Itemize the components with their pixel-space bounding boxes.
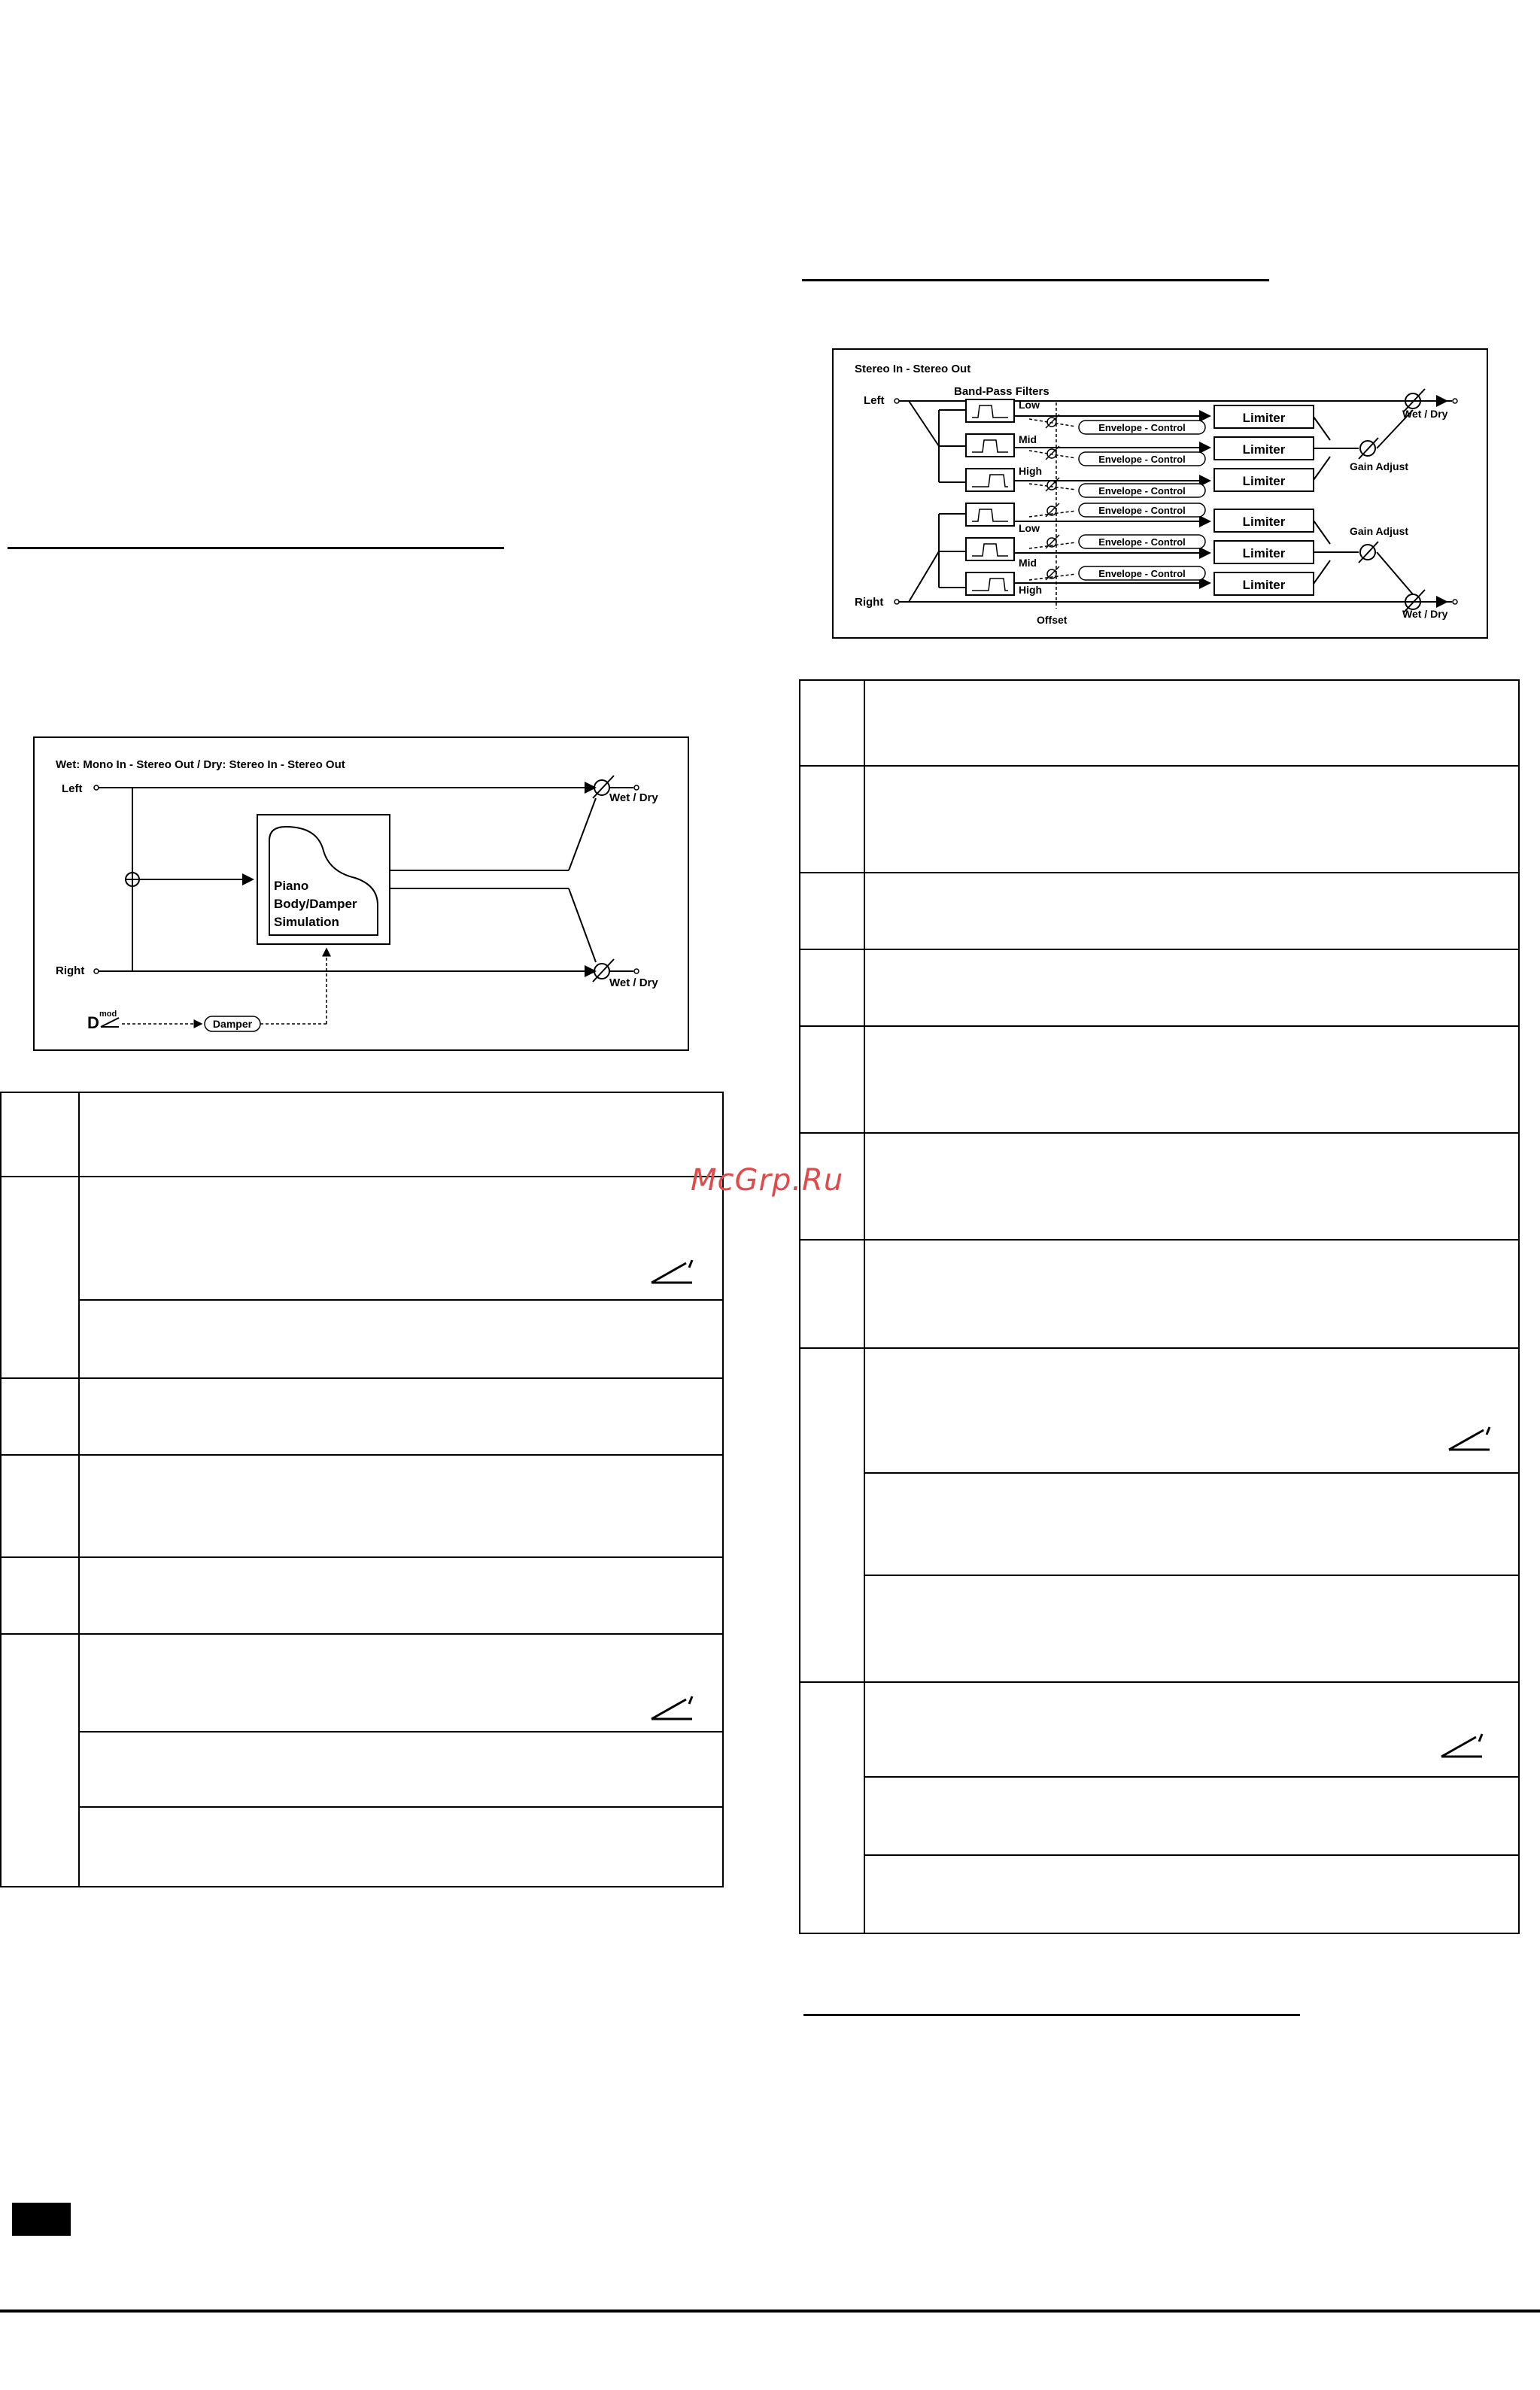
piano-diagram-svg [35, 738, 688, 1049]
band-low-top: Low [1019, 399, 1040, 411]
band-high-top: High [1019, 465, 1043, 477]
limiter-diagram-svg [834, 350, 1487, 637]
envelope-control-5 [1079, 535, 1205, 548]
right-table-column-divider [864, 681, 865, 1933]
right-table-row-divider [800, 1132, 1518, 1134]
bandpass-filter-low-bottom [966, 503, 1014, 526]
envelope-control-3 [1079, 484, 1205, 497]
dmod-d: D [87, 1013, 99, 1032]
limiter-wet-dry-top: Wet / Dry [1402, 408, 1448, 420]
left-table-row-divider [2, 1377, 722, 1379]
right-table-row-divider [800, 1347, 1518, 1349]
svg-text:Envelope - Control: Envelope - Control [1098, 485, 1186, 497]
limiter-block-5 [1214, 541, 1314, 563]
watermark-text: McGrp.Ru [691, 1163, 844, 1198]
right-table-row-divider [800, 1681, 1518, 1683]
svg-text:Damper: Damper [212, 1018, 253, 1030]
svg-text:Envelope - Control: Envelope - Control [1098, 568, 1186, 579]
svg-text:Limiter: Limiter [1242, 546, 1286, 560]
right-table-row-divider [800, 872, 1518, 873]
bandpass-filter-mid-top [966, 434, 1014, 457]
right-table-row-divider [800, 1239, 1518, 1241]
left-table-column-divider [78, 1093, 80, 1886]
svg-text:Envelope - Control: Envelope - Control [1098, 422, 1186, 433]
section-rule-left [8, 547, 504, 549]
envelope-control-4 [1079, 503, 1205, 517]
piano-left-label: Left [62, 782, 83, 795]
limiter-block-3 [1214, 469, 1314, 491]
right-table-subrow-divider [864, 1776, 1518, 1778]
envelope-control-1 [1079, 421, 1205, 434]
right-table-subrow-divider [864, 1472, 1518, 1474]
svg-text:Envelope - Control: Envelope - Control [1098, 536, 1186, 548]
piano-simulation-block [257, 815, 390, 944]
right-table-subrow-divider [864, 1575, 1518, 1576]
piano-block-line2: Body/Damper [274, 897, 357, 911]
gain-adjust-bottom-knob [1359, 542, 1378, 563]
left-parameter-table [0, 1092, 724, 1887]
right-table-row-divider [800, 765, 1518, 767]
limiter-right-label: Right [855, 596, 884, 609]
left-table-row-divider [2, 1556, 722, 1558]
right-table-row-divider [800, 949, 1518, 950]
band-mid-top: Mid [1019, 433, 1037, 445]
limiter-block-4 [1214, 509, 1314, 532]
page-tab-marker [12, 2203, 71, 2236]
band-high-bottom: High [1019, 584, 1043, 596]
limiter-wet-dry-bottom: Wet / Dry [1402, 608, 1448, 620]
gain-adjust-top-knob [1359, 438, 1378, 459]
dmod-icon [101, 1018, 119, 1027]
damper-control [205, 1016, 260, 1031]
band-mid-bottom: Mid [1019, 557, 1037, 569]
svg-text:Limiter: Limiter [1242, 474, 1286, 488]
limiter-block-6 [1214, 572, 1314, 595]
left-table-subrow-divider [78, 1731, 722, 1733]
piano-right-label: Right [56, 964, 85, 977]
right-table-subrow-divider [864, 1854, 1518, 1856]
sum-node [126, 873, 139, 886]
piano-block-line1: Piano [274, 879, 309, 893]
svg-text:Envelope - Control: Envelope - Control [1098, 454, 1186, 465]
modulation-icon [1437, 1731, 1487, 1761]
limiter-block-2 [1214, 437, 1314, 460]
svg-text:Envelope - Control: Envelope - Control [1098, 505, 1186, 516]
envelope-control-6 [1079, 566, 1205, 580]
right-table-row-divider [800, 1025, 1518, 1027]
gain-adjust-bottom: Gain Adjust [1350, 525, 1409, 537]
piano-diagram-caption: Wet: Mono In - Stereo Out / Dry: Stereo In - Stereo Out [56, 758, 345, 771]
svg-text:Limiter: Limiter [1242, 515, 1286, 529]
limiter-diagram-caption: Stereo In - Stereo Out [855, 363, 971, 375]
gain-adjust-top: Gain Adjust [1350, 460, 1409, 472]
bandpass-filter-low-top [966, 399, 1014, 422]
bandpass-filter-high-top [966, 469, 1014, 491]
svg-text:Limiter: Limiter [1242, 442, 1286, 457]
left-table-subrow-divider [78, 1806, 722, 1808]
limiter-left-label: Left [864, 394, 885, 407]
piano-wet-dry-top: Wet / Dry [609, 791, 658, 804]
dmod-sup: mod [99, 1010, 117, 1019]
offset-label: Offset [1037, 614, 1068, 626]
left-table-row-divider [2, 1176, 722, 1177]
left-table-subrow-divider [78, 1299, 722, 1301]
svg-text:Limiter: Limiter [1242, 578, 1286, 592]
modulation-icon [647, 1257, 697, 1287]
left-table-row-divider [2, 1633, 722, 1635]
right-parameter-table [799, 679, 1520, 1934]
bandpass-filter-high-bottom [966, 572, 1014, 595]
section-rule-right-top [802, 279, 1269, 281]
left-table-row-divider [2, 1454, 722, 1456]
piano-block-line3: Simulation [274, 915, 339, 929]
footer-rule [0, 2310, 1540, 2313]
envelope-control-2 [1079, 452, 1205, 466]
modulation-icon [647, 1693, 697, 1723]
piano-wet-dry-bottom: Wet / Dry [609, 976, 658, 989]
svg-text:Limiter: Limiter [1242, 411, 1286, 425]
modulation-icon [1444, 1424, 1494, 1454]
bandpass-label: Band-Pass Filters [954, 385, 1049, 398]
limiter-block-1 [1214, 405, 1314, 428]
limiter-diagram [832, 348, 1488, 639]
band-low-bottom: Low [1019, 522, 1040, 534]
bandpass-filter-mid-bottom [966, 538, 1014, 560]
section-rule-right-bottom [803, 2014, 1300, 2016]
piano-diagram [33, 736, 689, 1051]
